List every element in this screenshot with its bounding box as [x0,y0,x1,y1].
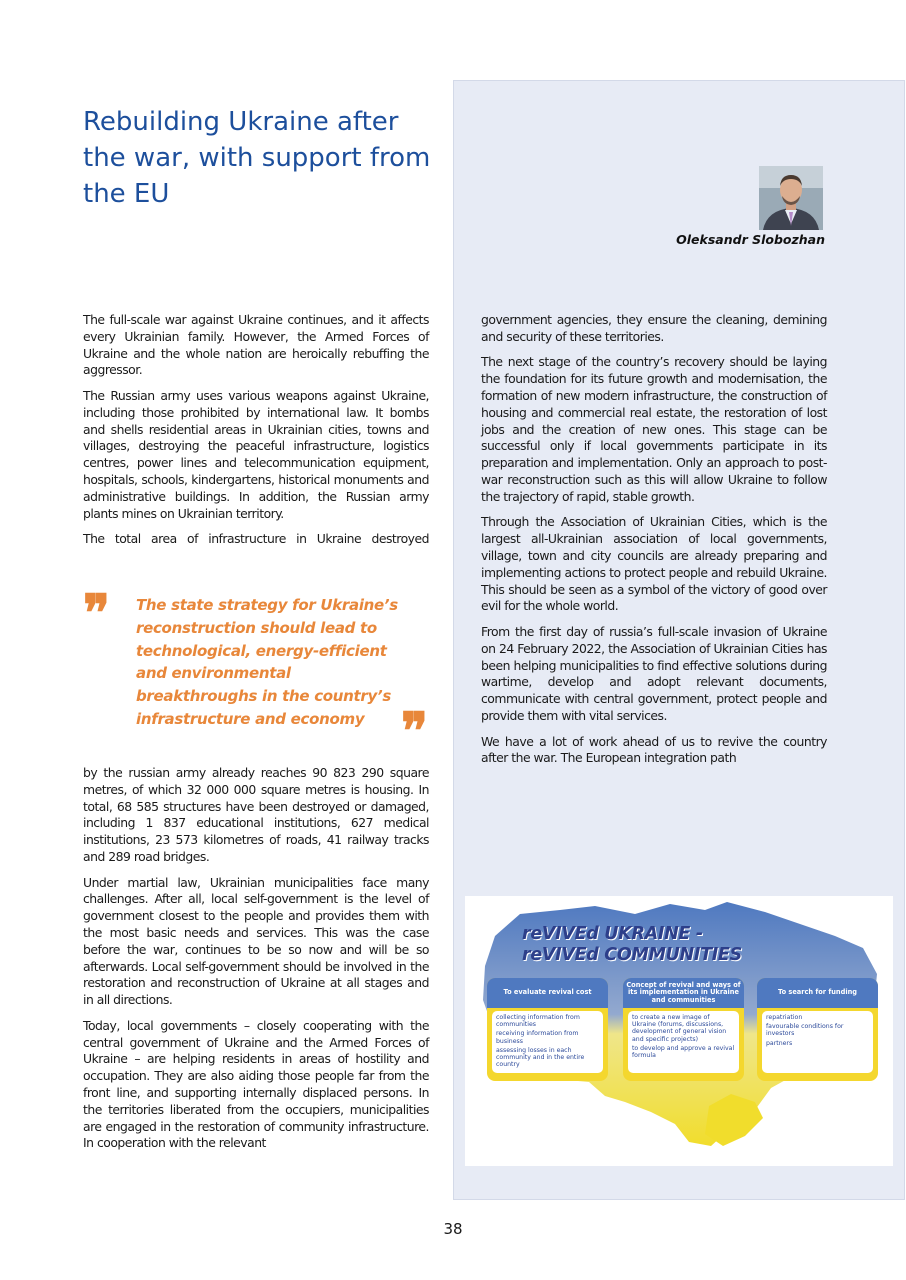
pull-quote [83,583,433,760]
article-title: Rebuilding Ukraine after the war, with support from the EU [83,107,431,209]
column-2 [481,312,827,776]
card-item: to develop and approve a revival formula [632,1044,735,1060]
card-item: collecting information from communities [496,1014,580,1029]
card-body [492,1011,603,1073]
paragraph: government agencies, they ensure the cleaning, demining and security of these territories. [481,312,827,344]
card-item: favourable conditions for investors [766,1023,844,1038]
card-body [628,1011,739,1073]
paragraph: Under martial law, Ukrainian municipalities face many challenges. After all, local self-government is the level of government closest to the people and provides them with the most basic needs and services. This was the case before the war, continues to be so now and will be so afterwards. Local self-government should be involved in the restoration and reconstruction of Ukraine at all stages and in all directions. [83,874,429,1008]
pull-quote-text: The state strategy for Ukraine’s reconstruction should lead to technological, energy-efficient and environmental breakthroughs in the country’s infrastructure and economy [136,596,398,728]
card-heading: To evaluate revival cost [487,978,608,1008]
card-item: assessing losses in each community and in the entire country [496,1046,585,1069]
paragraph: The next stage of the country’s recovery should be laying the foundation for its future growth and modernisation, the formation of new modern infrastructure, the construction of housing and commercial real estate, the restoration of lost jobs and the creation of new ones. This stage can be successful only if local governments participate in its preparation and implementation. Only an approach to post-war reconstruction such as this will allow Ukraine to follow the trajectory of rapid, stable growth. [481,354,827,504]
infographic-card-concept [623,978,744,1081]
infographic-card-revival-cost [487,978,608,1081]
infographic-title [522,924,742,966]
paragraph: The Russian army uses various weapons against Ukraine, including those prohibited by international law. It bombs and shells residential areas in Ukrainian cities, towns and villages, destroying the peaceful infrastructure, logistics centres, power lines and telecommunication equipment, hospitals, schools, kindergartens, historical monuments and administrative buildings. In addition, the Russian army plants mines on Ukrainian territory. [83,387,429,521]
card-heading: To search for funding [757,978,878,1008]
paragraph: Today, local governments – closely cooperating with the central government of Ukraine and the Armed Forces of Ukraine – are helping residents in areas of hostility and occupation. They are also aiding those people far from the front line, and supporting internally displaced persons. In the territories liberated from the occupiers, municipalities are engaged in the restoration of community infrastructure. In cooperation with the relevant [83,1017,429,1151]
column-1-bottom [83,765,429,1161]
infographic-card-funding [757,978,878,1081]
author-name: Oleksandr Slobozhan [676,232,825,247]
paragraph: by the russian army already reaches 90 823 290 square metres, of which 32 000 000 square metres is housing. In total, 68 585 structures have been destroyed or damaged, including 1 837 educational institutions, 627 medical institutions, 23 573 kilometres of roads, 41 railway tracks and 289 road bridges. [83,765,429,864]
paragraph: We have a lot of work ahead of us to revive the country after the war. The European integration path [481,733,827,766]
card-item: to create a new image of Ukraine (forums, discussions, development of general vision and specific projects) [632,1014,727,1043]
column-1-top [83,312,429,557]
paragraph: Through the Association of Ukrainian Cities, which is the largest all-Ukrainian association of local governments, village, town and city councils are already preparing and implementing actions to protect people and rebuild Ukraine. This should be seen as a symbol of the victory of good over evil for the whole world. [481,514,827,614]
page-number: 38 [443,1220,463,1238]
card-body [762,1011,873,1073]
card-heading: Concept of revival and ways of its implementation in Ukraine and communities [623,978,744,1008]
quote-close-icon: ❞ [401,701,428,760]
card-item: partners [766,1039,793,1047]
paragraph: From the first day of russia’s full-scale invasion of Ukraine on 24 February 2022, the Association of Ukrainian Cities has been helping municipalities to find effective solutions during wartime, develop and adopt relevant documents, communicate with central government, protect people and provide them with vital services. [481,623,827,723]
author-photo [759,166,823,230]
quote-open-icon: ❞ [83,583,110,642]
card-item: receiving information from business [496,1030,579,1045]
revived-ukraine-infographic [465,896,893,1166]
infographic-title-line: reVIVEd COMMUNITIES [522,945,742,965]
paragraph: The full-scale war against Ukraine continues, and it affects every Ukrainian family. However, the Armed Forces of Ukraine and the whole nation are heroically rebuffing the aggressor. [83,312,429,378]
paragraph: The total area of infrastructure in Ukraine destroyed [83,531,429,547]
infographic-title-line: reVIVEd UKRAINE - [522,924,703,944]
card-item: repatriation [766,1014,803,1021]
